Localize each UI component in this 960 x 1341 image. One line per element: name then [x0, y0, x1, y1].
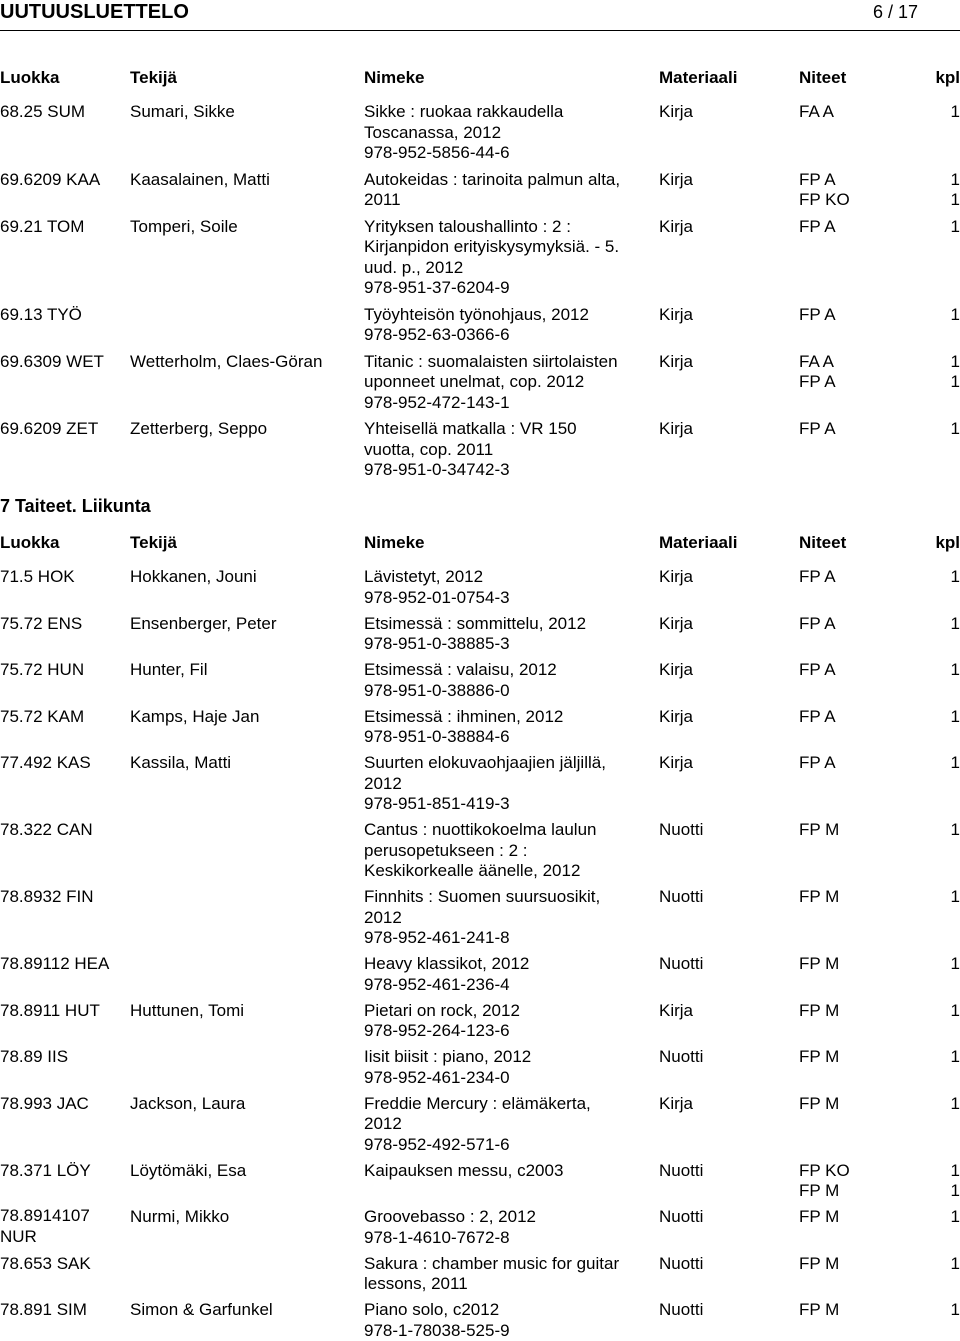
copy-count: 1	[950, 372, 960, 391]
copy-location: FP A	[799, 419, 836, 438]
author: Kaasalainen, Matti	[130, 169, 270, 189]
classification-code: 68.25 SUM	[0, 102, 86, 121]
author: Jackson, Laura	[130, 1093, 246, 1113]
col-header-materiaali: Materiaali	[659, 533, 738, 552]
title-line: Toscanassa, 2012	[364, 122, 502, 142]
classification-code: 78.8932 FIN	[0, 887, 94, 906]
author: Simon & Garfunkel	[130, 1300, 273, 1319]
author: Kamps, Haje Jan	[130, 706, 260, 726]
copy-count: 1	[950, 169, 960, 189]
title-line: 2012	[364, 907, 402, 927]
copy-count: 1	[950, 1160, 960, 1180]
copy-location: FP M	[799, 1093, 840, 1113]
material-type: Nuotti	[659, 1207, 704, 1226]
copy-location: FP A	[799, 567, 836, 586]
title-line: vuotta, cop. 2011	[364, 439, 494, 459]
title-line: 978-952-461-234-0	[364, 1067, 510, 1087]
copy-count: 1	[950, 190, 960, 209]
title-line: Kaipauksen messu, c2003	[364, 1160, 564, 1180]
col-header-niteet: Niteet	[799, 533, 847, 552]
classification-code: 69.6309 WET	[0, 351, 104, 371]
title-line: Cantus : nuottikokoelma laulun	[364, 820, 597, 839]
material-type: Kirja	[659, 660, 694, 679]
title-line: Titanic : suomalaisten siirtolaisten	[364, 351, 618, 371]
copy-count: 1	[950, 613, 960, 633]
classification-code: 75.72 ENS	[0, 613, 83, 633]
copy-location: FP M	[799, 1000, 840, 1020]
copy-count: 1	[950, 304, 960, 324]
material-type: Nuotti	[659, 1300, 704, 1319]
title-line: Etsimessä : ihminen, 2012	[364, 706, 564, 726]
copy-count: 1	[950, 216, 960, 236]
title-line: Etsimessä : sommittelu, 2012	[364, 613, 587, 633]
title-line: Pietari on rock, 2012	[364, 1000, 520, 1020]
title-line: lessons, 2011	[364, 1274, 468, 1293]
material-type: Kirja	[659, 567, 694, 586]
section-title: 7 Taiteet. Liikunta	[0, 496, 151, 516]
copy-location: FP M	[799, 1047, 840, 1066]
col-header-nimeke: Nimeke	[364, 68, 425, 87]
material-type: Kirja	[659, 1093, 694, 1113]
title-line: 978-951-851-419-3	[364, 794, 510, 813]
copy-count: 1	[950, 660, 960, 679]
copy-location: FP A	[799, 660, 836, 679]
author: Hokkanen, Jouni	[130, 567, 257, 586]
copy-location: FP KO	[799, 190, 850, 209]
copy-count: 1	[950, 1181, 960, 1200]
title-line: Piano solo, c2012	[364, 1300, 500, 1319]
material-type: Kirja	[659, 419, 694, 438]
title-line: 978-952-01-0754-3	[364, 587, 510, 607]
author: Nurmi, Mikko	[130, 1207, 230, 1226]
copy-location: FA A	[799, 351, 834, 371]
title-line: Groovebasso : 2, 2012	[364, 1207, 537, 1226]
title-line: Työyhteisön työnohjaus, 2012	[364, 304, 589, 324]
copy-count: 1	[950, 1207, 960, 1226]
classification-code: 69.6209 KAA	[0, 169, 101, 189]
classification-code: 78.89112 HEA	[0, 954, 110, 973]
copy-count: 1	[950, 706, 960, 726]
classification-code: 75.72 HUN	[0, 660, 85, 679]
classification-code: 78.891 SIM	[0, 1300, 87, 1319]
col-header-tekija: Tekijä	[130, 68, 177, 87]
classification-code: 69.13 TYÖ	[0, 304, 82, 324]
material-type: Kirja	[659, 351, 694, 371]
column-header-row	[0, 67, 960, 89]
copy-count: 1	[950, 1000, 960, 1020]
copy-count: 1	[950, 102, 960, 121]
document-title: UUTUUSLUETTELO	[0, 1, 189, 23]
col-header-nimeke: Nimeke	[364, 533, 425, 552]
title-line: 978-952-461-236-4	[364, 974, 510, 994]
material-type: Nuotti	[659, 887, 704, 906]
title-line: 2011	[364, 190, 401, 209]
title-line: Sikke : ruokaa rakkaudella	[364, 102, 564, 121]
column-header-row	[0, 532, 960, 554]
title-line: Suurten elokuvaohjaajien jäljillä,	[364, 753, 606, 772]
copy-location: FP A	[799, 216, 836, 236]
title-line: Sakura : chamber music for guitar	[364, 1253, 620, 1273]
classification-code: 78.322 CAN	[0, 820, 93, 839]
material-type: Kirja	[659, 753, 694, 772]
title-line: 978-952-461-241-8	[364, 928, 510, 947]
title-line: perusopetukseen : 2 :	[364, 840, 528, 860]
author: Sumari, Sikke	[130, 102, 235, 121]
copy-count: 1	[950, 1300, 960, 1319]
copy-location: FP M	[799, 1181, 840, 1200]
classification-code: 78.8914107 NUR	[0, 1206, 90, 1246]
title-line: Keskikorkealle äänelle, 2012	[364, 861, 581, 880]
material-type: Kirja	[659, 102, 694, 121]
col-header-tekija: Tekijä	[130, 533, 177, 552]
copy-count: 1	[950, 753, 960, 772]
material-type: Nuotti	[659, 954, 704, 973]
copy-location: FP A	[799, 706, 836, 726]
classification-code: 78.371 LÖY	[0, 1160, 91, 1180]
copy-location: FP A	[799, 753, 836, 772]
title-line: Iisit biisit : piano, 2012	[364, 1047, 532, 1066]
title-line: uud. p., 2012	[364, 257, 464, 277]
title-line: Yrityksen taloushallinto : 2 :	[364, 216, 571, 236]
title-line: 978-951-0-38884-6	[364, 727, 510, 746]
title-line: 978-951-0-38886-0	[364, 680, 510, 700]
classification-code: 69.21 TOM	[0, 216, 85, 236]
col-header-luokka: Luokka	[0, 68, 60, 87]
copy-count: 1	[950, 351, 960, 371]
page-number: 6 / 17	[872, 2, 918, 22]
classification-code: 78.8911 HUT	[0, 1000, 100, 1020]
col-header-kpl: kpl	[935, 68, 960, 87]
title-line: uponneet unelmat, cop. 2012	[364, 372, 585, 391]
copy-count: 1	[950, 887, 960, 906]
title-line: 978-1-4610-7672-8	[364, 1227, 510, 1247]
copy-location: FP M	[799, 954, 840, 973]
title-line: 978-951-0-38885-3	[364, 634, 510, 653]
title-line: 978-951-0-34742-3	[364, 460, 510, 479]
author: Zetterberg, Seppo	[130, 419, 268, 438]
title-line: 978-952-472-143-1	[364, 392, 510, 412]
copy-count: 1	[950, 820, 960, 839]
copy-count: 1	[950, 567, 960, 586]
title-line: Lävistetyt, 2012	[364, 567, 484, 586]
material-type: Nuotti	[659, 1160, 704, 1180]
material-type: Kirja	[659, 304, 694, 324]
copy-location: FP M	[799, 1207, 840, 1226]
classification-code: 78.993 JAC	[0, 1093, 89, 1113]
copy-location: FP M	[799, 887, 840, 906]
classification-code: 78.89 IIS	[0, 1047, 69, 1066]
material-type: Nuotti	[659, 1253, 704, 1273]
header-rule	[0, 30, 960, 31]
title-line: 978-952-63-0366-6	[364, 325, 510, 344]
author: Ensenberger, Peter	[130, 613, 277, 633]
title-line: Kirjanpidon erityiskysymyksiä. - 5.	[364, 237, 620, 256]
material-type: Kirja	[659, 613, 694, 633]
copy-location: FP A	[799, 169, 836, 189]
material-type: Kirja	[659, 706, 694, 726]
material-type: Nuotti	[659, 820, 704, 839]
title-line: 978-1-78038-525-9	[364, 1320, 510, 1340]
copy-count: 1	[950, 1093, 960, 1113]
title-line: 978-952-492-571-6	[364, 1134, 510, 1154]
title-line: Etsimessä : valaisu, 2012	[364, 660, 557, 679]
author: Wetterholm, Claes-Göran	[130, 351, 323, 371]
copy-count: 1	[950, 1047, 960, 1066]
material-type: Kirja	[659, 216, 694, 236]
classification-code: 69.6209 ZET	[0, 419, 99, 438]
title-line: Freddie Mercury : elämäkerta,	[364, 1093, 591, 1113]
material-type: Kirja	[659, 1000, 694, 1020]
copy-location: FA A	[799, 102, 834, 121]
classification-code: 78.653 SAK	[0, 1253, 91, 1273]
copy-location: FP M	[799, 820, 840, 839]
material-type: Nuotti	[659, 1047, 704, 1066]
title-line: 978-951-37-6204-9	[364, 278, 510, 297]
copy-location: FP A	[799, 304, 836, 324]
copy-location: FP M	[799, 1300, 840, 1319]
classification-code: 77.492 KAS	[0, 753, 91, 772]
title-line: Heavy klassikot, 2012	[364, 954, 530, 973]
classification-code: 71.5 HOK	[0, 567, 75, 586]
copy-count: 1	[950, 954, 960, 973]
title-line: 2012	[364, 773, 402, 793]
material-type: Kirja	[659, 169, 694, 189]
author: Hunter, Fil	[130, 660, 208, 679]
title-line: 2012	[364, 1114, 402, 1133]
copy-location: FP M	[799, 1253, 840, 1273]
author: Tomperi, Soile	[130, 216, 238, 236]
author: Kassila, Matti	[130, 753, 232, 772]
title-line: 978-952-5856-44-6	[364, 143, 510, 162]
author: Löytömäki, Esa	[130, 1160, 247, 1180]
title-line: Yhteisellä matkalla : VR 150	[364, 419, 577, 438]
col-header-niteet: Niteet	[799, 68, 847, 87]
title-line: Autokeidas : tarinoita palmun alta,	[364, 169, 621, 189]
col-header-luokka: Luokka	[0, 533, 60, 552]
copy-location: FP KO	[799, 1160, 850, 1180]
classification-code: 75.72 KAM	[0, 706, 85, 726]
copy-location: FP A	[799, 372, 836, 391]
col-header-materiaali: Materiaali	[659, 68, 738, 87]
title-line: Finnhits : Suomen suursuosikit,	[364, 887, 601, 906]
col-header-kpl: kpl	[935, 533, 960, 552]
copy-count: 1	[950, 419, 960, 438]
author: Huttunen, Tomi	[130, 1000, 245, 1020]
copy-count: 1	[950, 1253, 960, 1273]
title-line: 978-952-264-123-6	[364, 1021, 510, 1040]
copy-location: FP A	[799, 613, 836, 633]
